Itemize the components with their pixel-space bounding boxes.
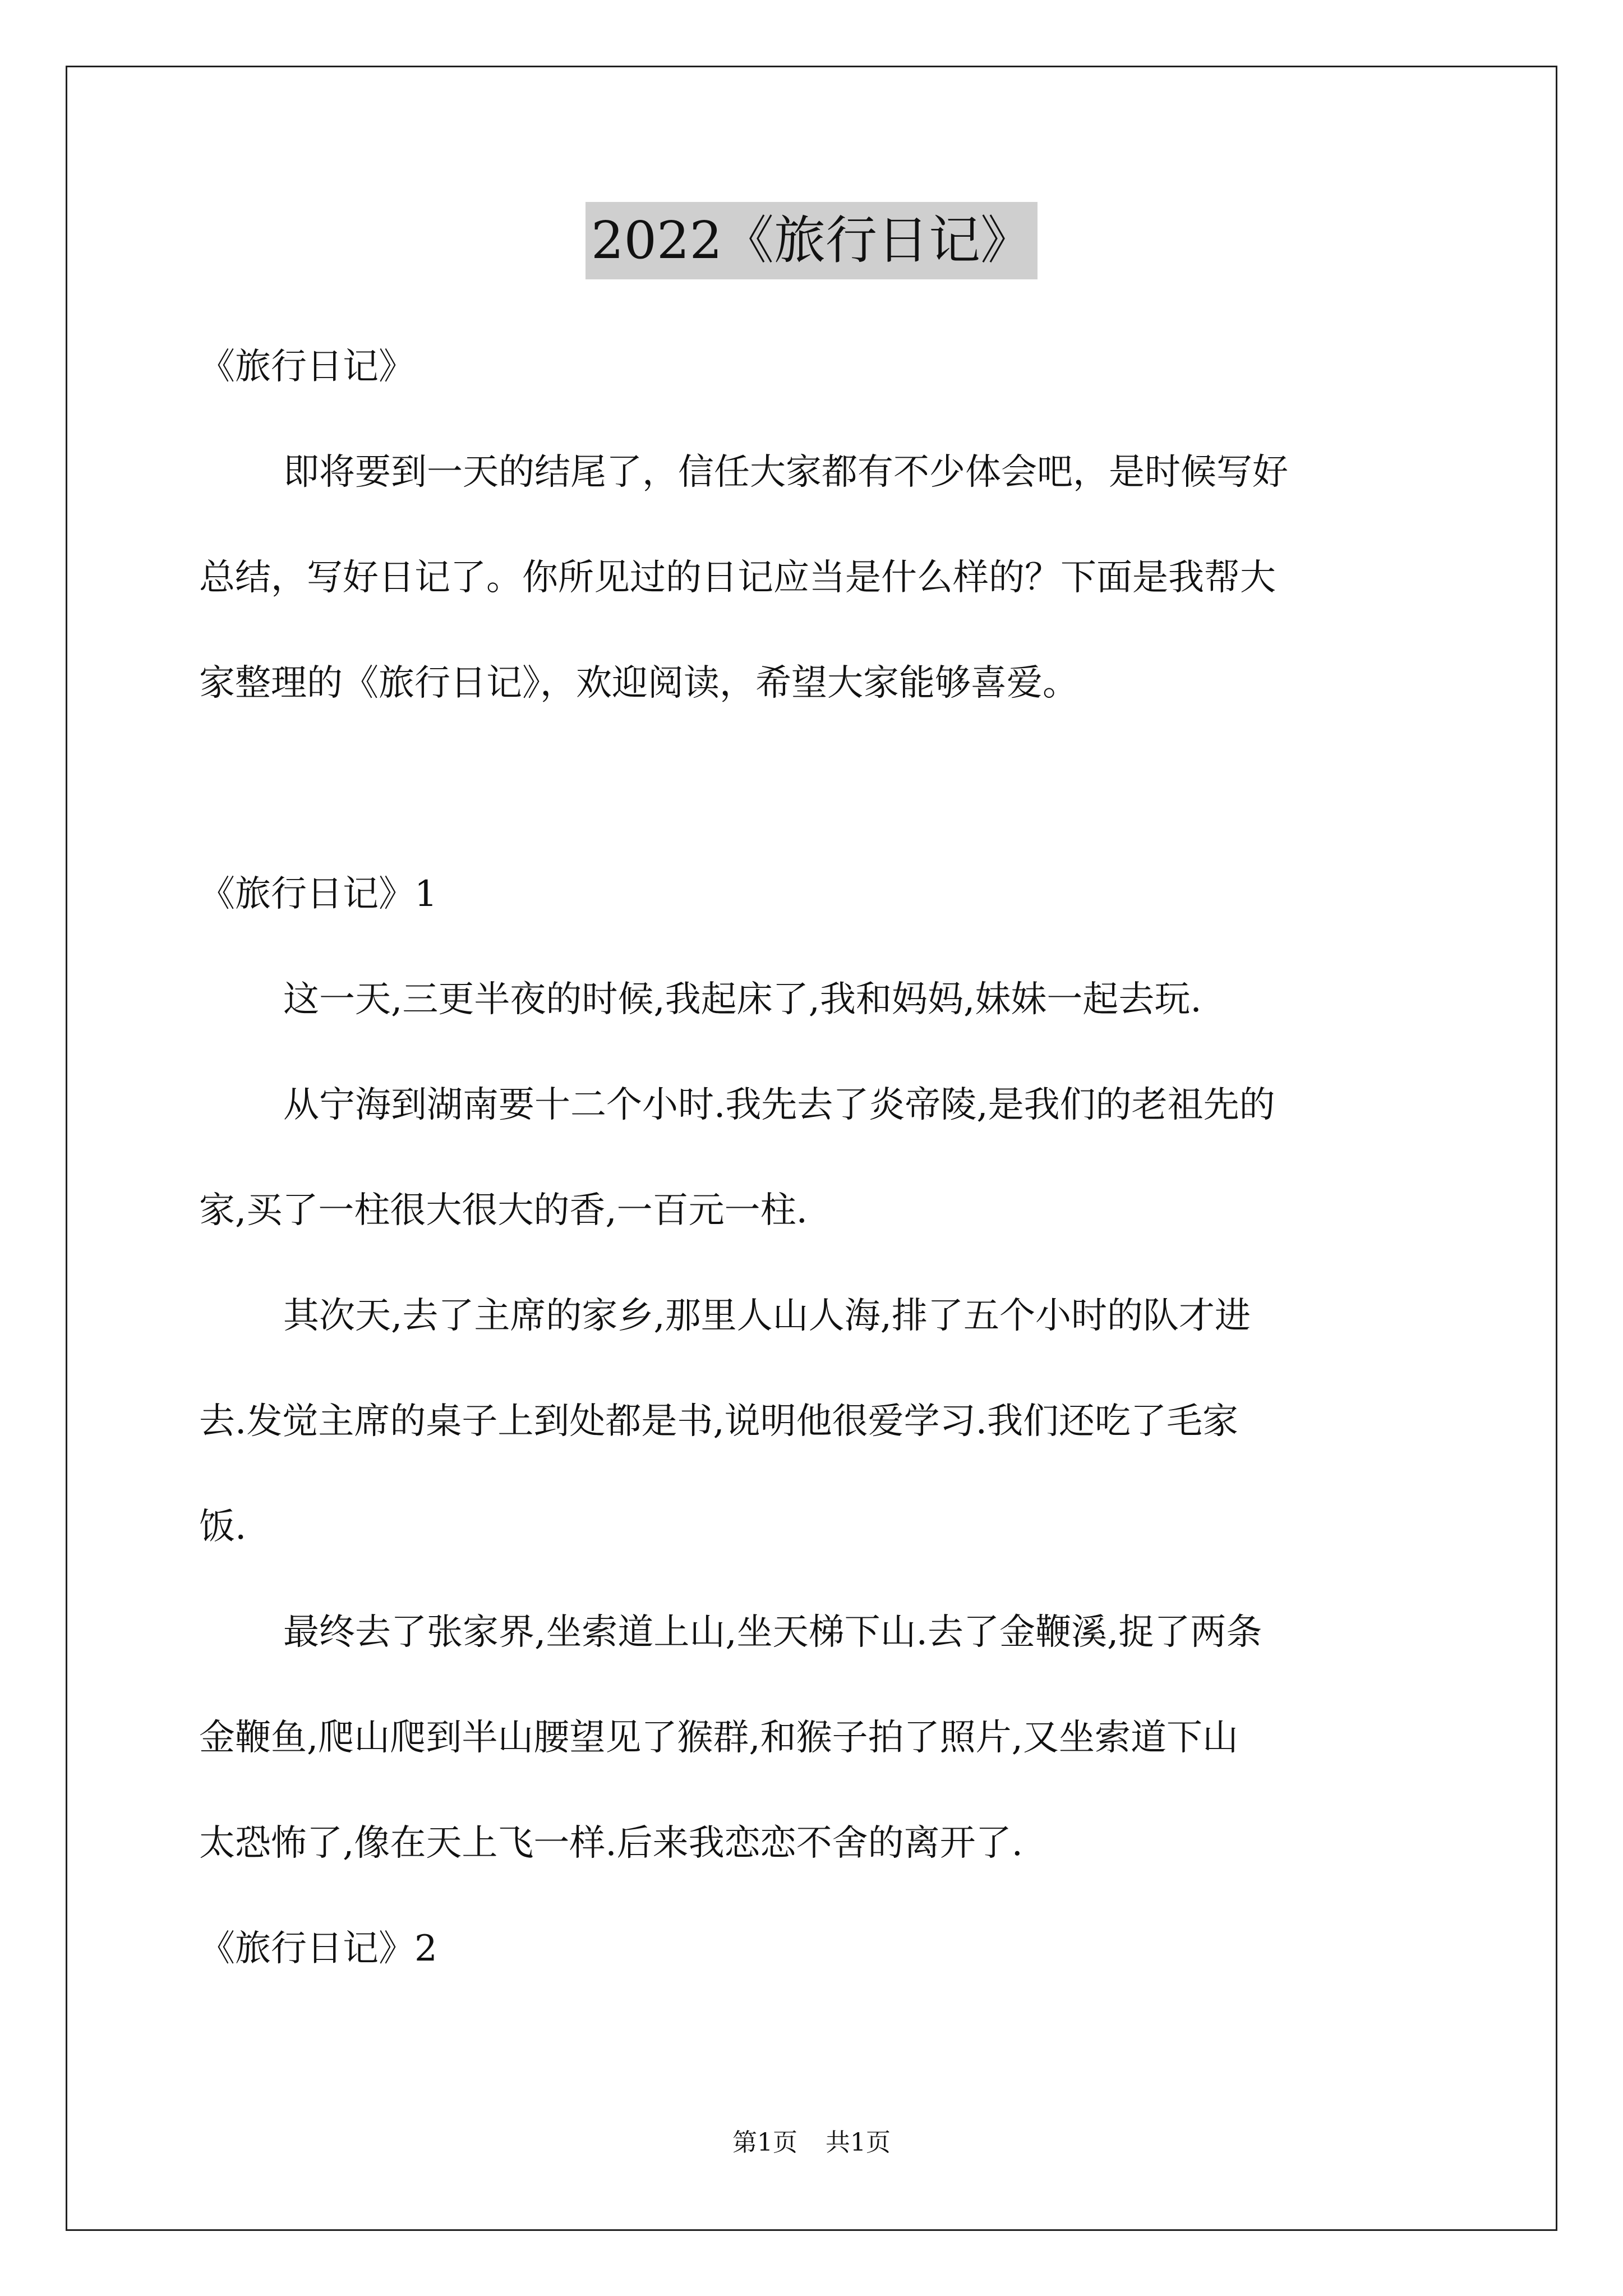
page-number: 第1页 <box>732 2128 797 2157</box>
text-line: 《旅行日记》1 <box>199 873 437 915</box>
text-line: 家,买了一柱很大很大的香,一百元一柱. <box>199 1190 808 1231</box>
text-line: 家整理的《旅行日记》，欢迎阅读，希望大家能够喜爱。 <box>199 662 1078 704</box>
page-total: 共1页 <box>826 2128 891 2157</box>
document-title: 2022《旅行日记》 <box>585 202 1038 279</box>
text-line: 其次天,去了主席的家乡,那里人山人海,排了五个小时的队才进 <box>283 1295 1251 1337</box>
text-line: 金鞭鱼,爬山爬到半山腰望见了猴群,和猴子拍了照片,又坐索道下山 <box>199 1717 1239 1759</box>
text-line: 从宁海到湖南要十二个小时.我先去了炎帝陵,是我们的老祖先的 <box>283 1084 1275 1126</box>
text-line: 即将要到一天的结尾了，信任大家都有不少体会吧，是时候写好 <box>283 452 1288 493</box>
text-line: 总结，写好日记了。你所见过的日记应当是什么样的？下面是我帮大 <box>199 557 1276 599</box>
text-line: 最终去了张家界,坐索道上山,坐天梯下山.去了金鞭溪,捉了两条 <box>283 1612 1262 1653</box>
document-body <box>199 314 1427 2001</box>
title-container <box>0 202 1623 279</box>
text-line: 饭. <box>199 1506 247 1548</box>
text-line: 这一天,三更半夜的时候,我起床了,我和妈妈,妹妹一起去玩. <box>283 979 1202 1020</box>
paragraph-gap <box>199 736 1427 841</box>
page-footer <box>0 2126 1623 2160</box>
text-line: 《旅行日记》2 <box>199 1928 437 1970</box>
text-line: 太恐怖了,像在天上飞一样.后来我恋恋不舍的离开了. <box>199 1823 1023 1864</box>
text-line: 去.发觉主席的桌子上到处都是书,说明他很爱学习.我们还吃了毛家 <box>199 1401 1239 1442</box>
text-line: 《旅行日记》 <box>199 346 414 388</box>
